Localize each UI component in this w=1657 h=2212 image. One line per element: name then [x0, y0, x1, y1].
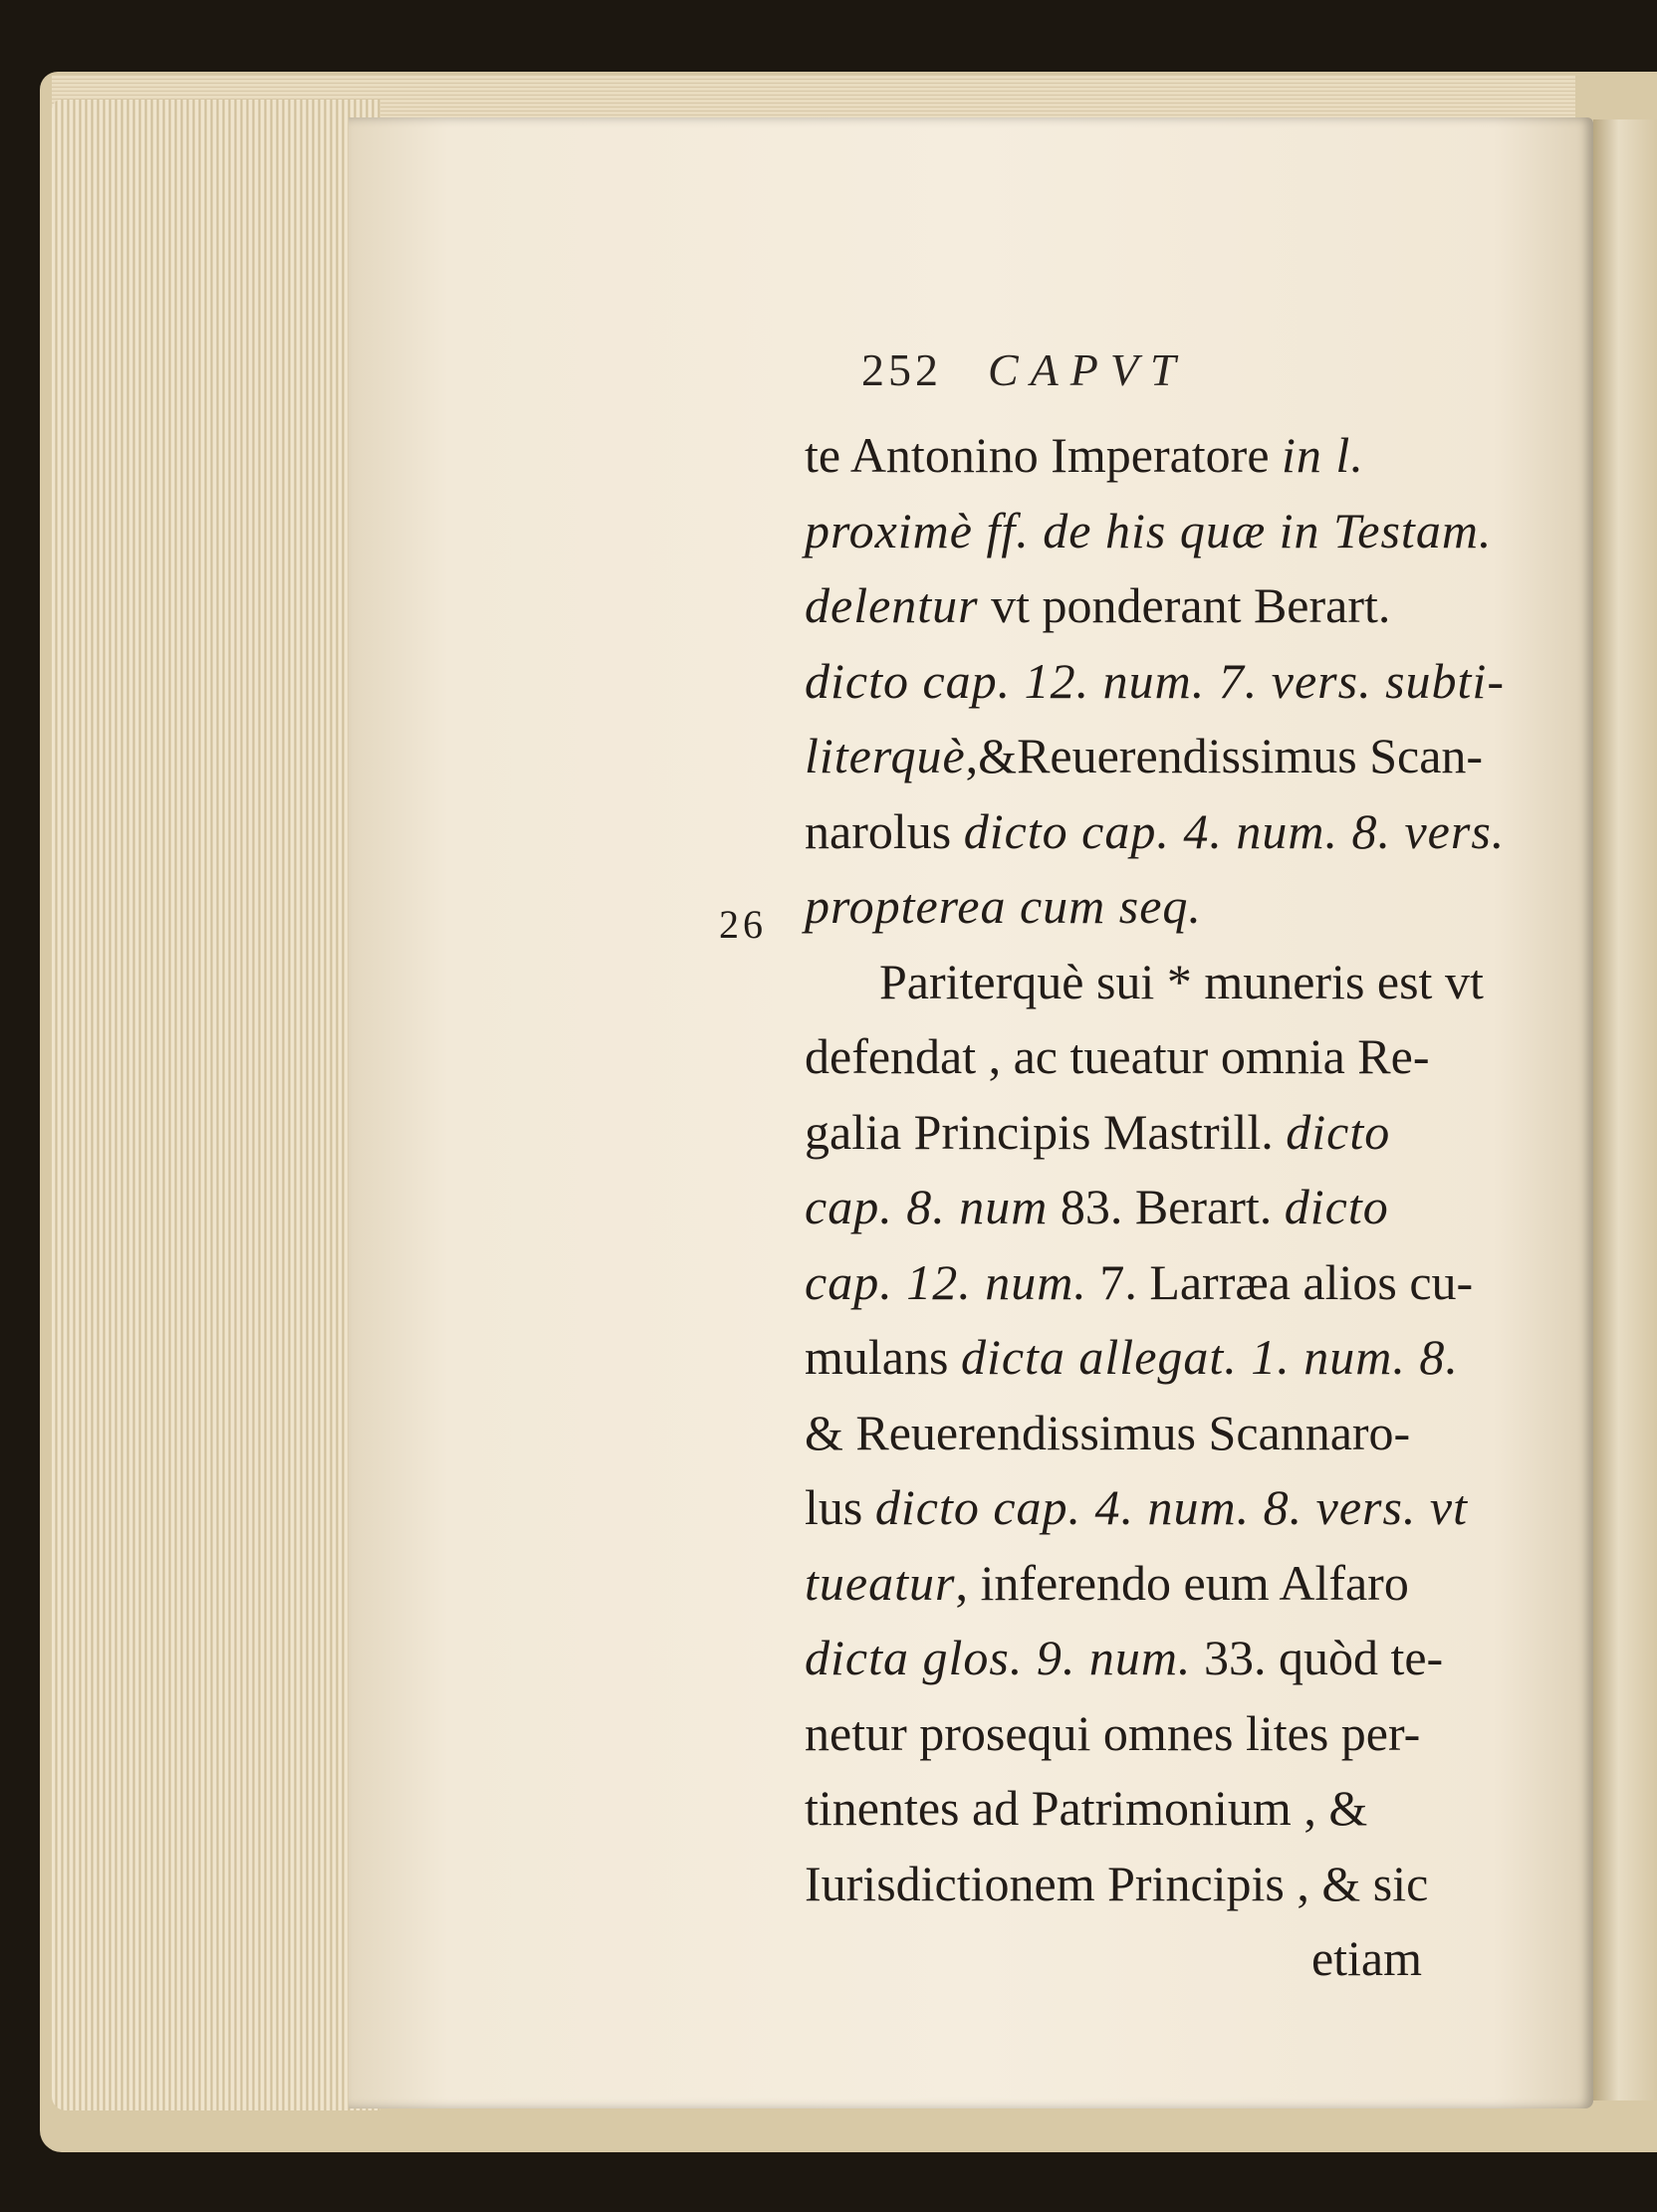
page-fore-edges — [52, 100, 380, 2110]
text-line: tueatur, inferendo eum Alfaro — [805, 1554, 1409, 1611]
text-line: tinentes ad Patrimonium , & — [805, 1780, 1368, 1836]
text-line: dicto cap. 12. num. 7. vers. subti- — [805, 652, 1505, 709]
text-line: Pariterquè sui * muneris est vt — [805, 953, 1484, 1009]
facing-page-edge — [1593, 119, 1657, 2101]
text-line: literquè,&Reuerendissimus Scan- — [805, 728, 1484, 783]
catchword: etiam — [1310, 1930, 1422, 1986]
text-line: propterea cum seq. — [805, 878, 1202, 934]
text-line: mulans dicta allegat. 1. num. 8. — [805, 1329, 1459, 1385]
text-line: Iurisdictionem Principis , & sic — [805, 1855, 1429, 1911]
text-line: netur prosequi omnes lites per- — [805, 1704, 1421, 1761]
text-line: narolus dicto cap. 4. num. 8. vers. — [805, 802, 1506, 859]
text-line: lus dicto cap. 4. num. 8. vers. vt — [805, 1479, 1469, 1535]
page-body — [805, 418, 1561, 1997]
text-line: defendat , ac tueatur omnia Re- — [805, 1028, 1430, 1084]
margin-number: 26 — [719, 902, 767, 947]
text-line: proximè ff. de his quæ in Testam. — [805, 502, 1493, 558]
running-title: CAPVT — [988, 344, 1188, 395]
text-line: te Antonino Imperatore in l. — [805, 427, 1364, 483]
text-line: dicta glos. 9. num. 33. quòd te- — [805, 1630, 1444, 1685]
page-header — [861, 343, 1188, 396]
text-line: delentur vt ponderant Berart. — [805, 577, 1391, 633]
page-number: 252 — [861, 344, 942, 395]
text-line: & Reuerendissimus Scannaro- — [805, 1404, 1411, 1460]
text-line: cap. 12. num. 7. Larræa alios cu- — [805, 1253, 1474, 1310]
text-line: cap. 8. num 83. Berart. dicto — [805, 1179, 1389, 1234]
text-line: galia Principis Mastrill. dicto — [805, 1103, 1391, 1160]
